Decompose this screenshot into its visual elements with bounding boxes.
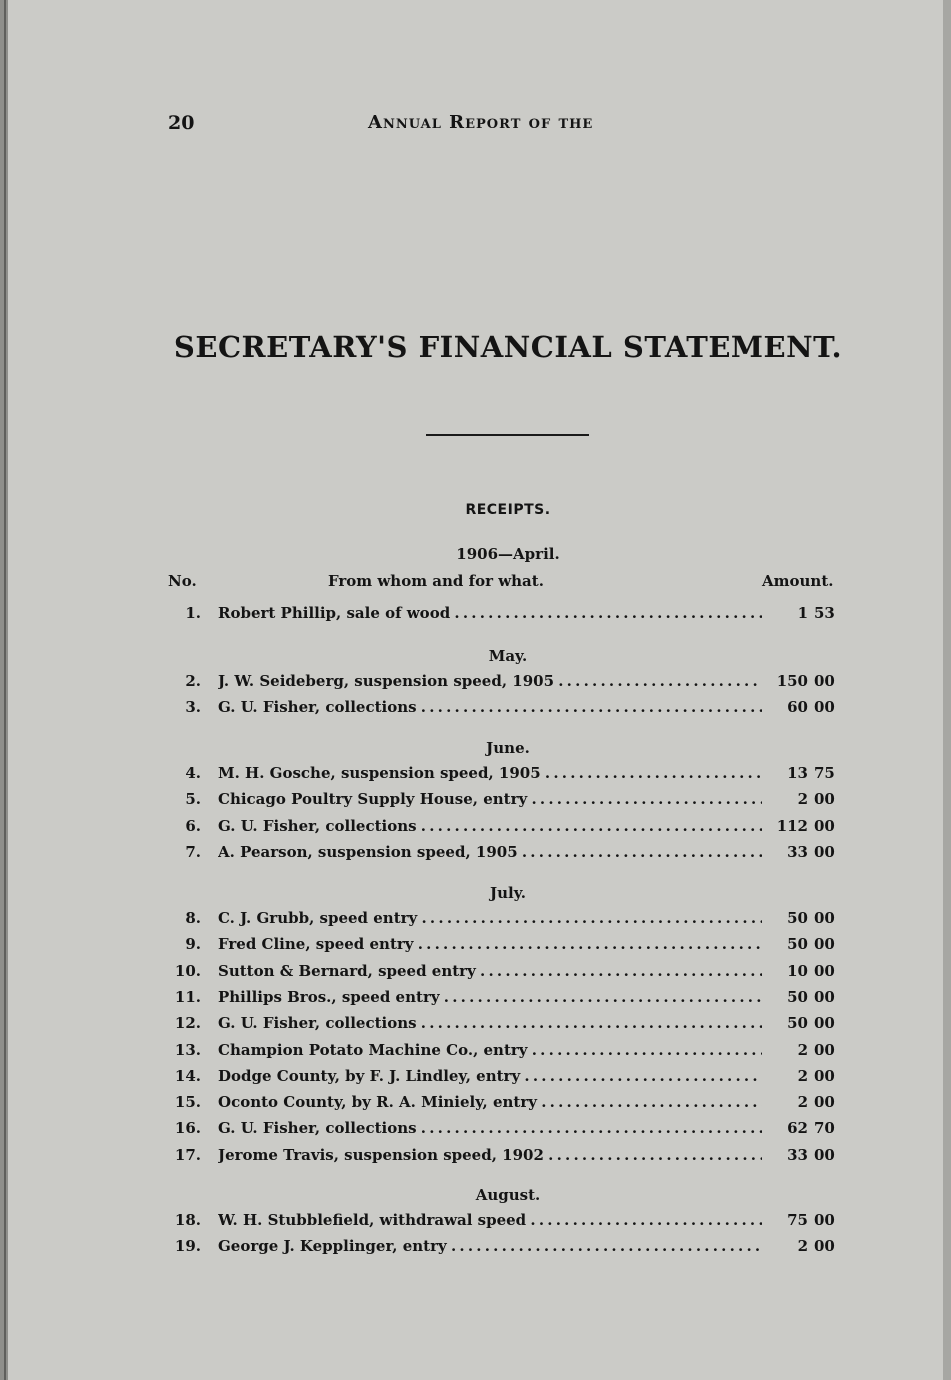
entry-number: 2. — [185, 672, 201, 690]
entry-number: 14. — [174, 1067, 201, 1085]
entry-amount-dollars: 1 — [797, 604, 808, 622]
entry-number: 15. — [174, 1093, 201, 1111]
entry-amount-cents: 00 — [814, 909, 835, 927]
entry-description-text: Jerome Travis, suspension speed, 1902 — [218, 1146, 544, 1164]
entry-amount-dollars: 50 — [787, 1014, 808, 1032]
entry-amount-cents: 75 — [814, 764, 835, 782]
entry-amount-cents: 70 — [814, 1119, 835, 1137]
entry-description-text: G. U. Fisher, collections — [218, 1119, 417, 1137]
entry-description — [218, 935, 762, 953]
entry-description-text: W. H. Stubblefield, withdrawal speed — [218, 1211, 527, 1229]
entry-amount-cents: 00 — [814, 1237, 835, 1255]
page-title: SECRETARY'S FINANCIAL STATEMENT. — [173, 330, 843, 364]
entry-description — [218, 843, 762, 861]
entry-description — [218, 1067, 762, 1085]
entry-amount-dollars: 50 — [787, 909, 808, 927]
title-rule — [426, 434, 589, 436]
entry-description-text: G. U. Fisher, collections — [218, 817, 417, 835]
entry-amount-cents: 00 — [814, 1146, 835, 1164]
entry-amount-cents: 00 — [814, 672, 835, 690]
entry-amount-dollars: 2 — [797, 1237, 808, 1255]
entry-amount-cents: 00 — [814, 1014, 835, 1032]
entry-amount-cents: 00 — [814, 817, 835, 835]
entry-amount-cents: 00 — [814, 962, 835, 980]
entry-amount-dollars: 50 — [787, 935, 808, 953]
entry-description — [218, 1093, 762, 1111]
entry-description-text: A. Pearson, suspension speed, 1905 — [218, 843, 518, 861]
entry-description-text: G. U. Fisher, collections — [218, 1014, 417, 1032]
entry-description — [218, 817, 762, 835]
entry-amount-cents: 00 — [814, 1093, 835, 1111]
entry-description — [218, 1041, 762, 1059]
column-header-no: No. — [168, 572, 197, 590]
entry-number: 9. — [185, 935, 201, 953]
entry-amount-dollars: 112 — [776, 817, 808, 835]
entry-description — [218, 962, 762, 980]
entry-amount-dollars: 60 — [787, 698, 808, 716]
entry-number: 16. — [174, 1119, 201, 1137]
entry-description-text: M. H. Gosche, suspension speed, 1905 — [218, 764, 541, 782]
entry-number: 6. — [185, 817, 201, 835]
entry-amount-cents: 00 — [814, 988, 835, 1006]
month-heading: July. — [490, 884, 526, 902]
page-number: 20 — [168, 112, 195, 134]
section-heading: RECEIPTS. — [465, 502, 551, 518]
entry-number: 13. — [174, 1041, 201, 1059]
entry-description — [218, 1014, 762, 1032]
entry-description — [218, 672, 762, 690]
ledger-entry — [168, 909, 848, 931]
entry-description — [218, 988, 762, 1006]
page-right-edge — [943, 0, 951, 1380]
entry-amount-cents: 00 — [814, 1041, 835, 1059]
ledger-entry — [168, 790, 848, 812]
entry-amount-cents: 00 — [814, 1067, 835, 1085]
entry-amount-dollars: 13 — [787, 764, 808, 782]
ledger-entry — [168, 1067, 848, 1089]
running-title: Annual Report of the — [368, 112, 594, 133]
entry-number: 11. — [174, 988, 201, 1006]
month-heading: June. — [486, 739, 530, 757]
entry-amount-dollars: 10 — [787, 962, 808, 980]
entry-number: 5. — [185, 790, 201, 808]
ledger-entry — [168, 1119, 848, 1141]
entry-amount-dollars: 33 — [787, 1146, 808, 1164]
entry-amount-dollars: 2 — [797, 790, 808, 808]
entry-number: 18. — [174, 1211, 201, 1229]
entry-description — [218, 790, 762, 808]
ledger-entry — [168, 1211, 848, 1233]
entry-number: 17. — [174, 1146, 201, 1164]
entry-description-text: Robert Phillip, sale of wood — [218, 604, 451, 622]
ledger-entry — [168, 817, 848, 839]
entry-number: 8. — [185, 909, 201, 927]
entry-number: 3. — [185, 698, 201, 716]
column-header-amount: Amount. — [762, 572, 834, 590]
ledger-entry — [168, 962, 848, 984]
entry-amount-dollars: 75 — [787, 1211, 808, 1229]
entry-description — [218, 764, 762, 782]
entry-amount-dollars: 2 — [797, 1093, 808, 1111]
entry-description — [218, 1119, 762, 1137]
entry-amount-dollars: 2 — [797, 1067, 808, 1085]
ledger-entry — [168, 698, 848, 720]
entry-description-text: Sutton & Bernard, speed entry — [218, 962, 476, 980]
ledger-entry — [168, 843, 848, 865]
entry-amount-cents: 53 — [814, 604, 835, 622]
entry-description-text: Dodge County, by F. J. Lindley, entry — [218, 1067, 521, 1085]
entry-number: 12. — [174, 1014, 201, 1032]
entry-amount-dollars: 150 — [776, 672, 808, 690]
entry-number: 10. — [174, 962, 201, 980]
entry-description-text: Champion Potato Machine Co., entry — [218, 1041, 528, 1059]
month-heading: 1906—April. — [456, 545, 560, 563]
entry-amount-cents: 00 — [814, 1211, 835, 1229]
entry-description — [218, 909, 762, 927]
column-header-from: From whom and for what. — [328, 572, 544, 590]
entry-description-text: Phillips Bros., speed entry — [218, 988, 440, 1006]
ledger-entry — [168, 672, 848, 694]
ledger-entry — [168, 1146, 848, 1168]
entry-amount-dollars: 33 — [787, 843, 808, 861]
entry-description-text: Oconto County, by R. A. Miniely, entry — [218, 1093, 537, 1111]
entry-number: 19. — [174, 1237, 201, 1255]
page-left-edge — [0, 0, 8, 1380]
document-page — [8, 0, 943, 1380]
entry-amount-dollars: 50 — [787, 988, 808, 1006]
ledger-entry — [168, 1237, 848, 1259]
entry-description-text: Chicago Poultry Supply House, entry — [218, 790, 528, 808]
entry-number: 7. — [185, 843, 201, 861]
month-heading: August. — [475, 1186, 541, 1204]
entry-description-text: G. U. Fisher, collections — [218, 698, 417, 716]
ledger-entry — [168, 1041, 848, 1063]
month-heading: May. — [488, 647, 528, 665]
entry-description-text: George J. Kepplinger, entry — [218, 1237, 447, 1255]
entry-description — [218, 698, 762, 716]
entry-amount-dollars: 62 — [787, 1119, 808, 1137]
entry-description-text: J. W. Seideberg, suspension speed, 1905 — [218, 672, 555, 690]
entry-description-text: Fred Cline, speed entry — [218, 935, 414, 953]
entry-description — [218, 604, 762, 622]
entry-description — [218, 1211, 762, 1229]
ledger-entry — [168, 935, 848, 957]
running-header — [168, 112, 648, 140]
ledger-entry — [168, 764, 848, 786]
entry-amount-cents: 00 — [814, 698, 835, 716]
ledger-entry — [168, 1093, 848, 1115]
entry-description-text: C. J. Grubb, speed entry — [218, 909, 418, 927]
entry-amount-cents: 00 — [814, 935, 835, 953]
ledger-entry — [168, 604, 848, 626]
ledger-entry — [168, 988, 848, 1010]
entry-amount-dollars: 2 — [797, 1041, 808, 1059]
entry-amount-cents: 00 — [814, 790, 835, 808]
entry-amount-cents: 00 — [814, 843, 835, 861]
entry-description — [218, 1146, 762, 1164]
entry-description — [218, 1237, 762, 1255]
entry-number: 4. — [185, 764, 201, 782]
ledger-entry — [168, 1014, 848, 1036]
entry-number: 1. — [185, 604, 201, 622]
